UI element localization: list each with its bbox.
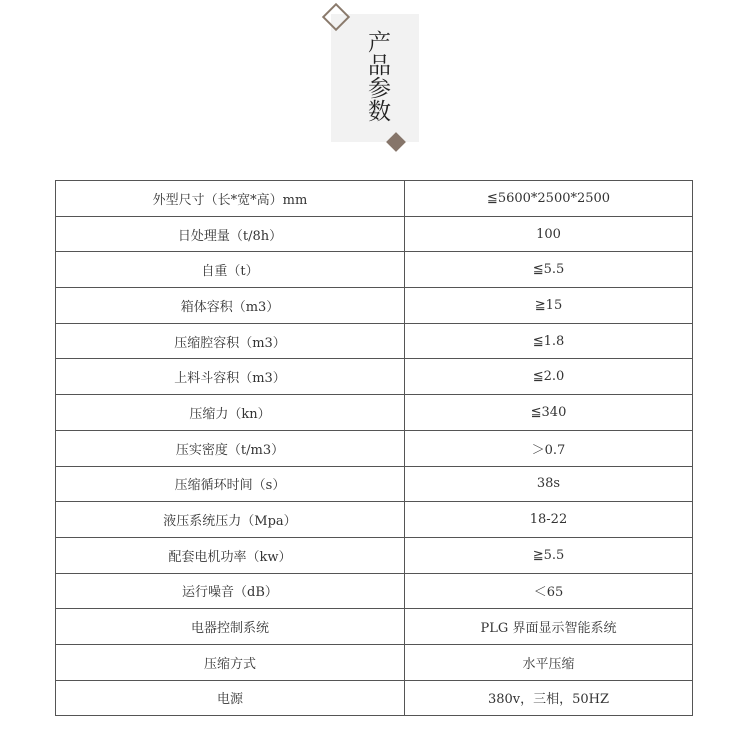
table-row — [56, 502, 693, 538]
parameter-table — [55, 180, 693, 716]
table-row — [56, 609, 693, 645]
table-row — [56, 323, 693, 359]
param-value: ≦5.5 — [405, 252, 693, 288]
param-label: 电源 — [56, 680, 405, 716]
table-row — [56, 430, 693, 466]
table-row — [56, 644, 693, 680]
param-value: 380v，三相，50HZ — [405, 680, 693, 716]
page-title: 产品参数 — [364, 30, 390, 122]
param-label: 箱体容积（m3） — [56, 288, 405, 324]
param-value: ＞0.7 — [405, 430, 693, 466]
param-value: ≦5600*2500*2500 — [405, 181, 693, 217]
table-row — [56, 573, 693, 609]
param-label: 压缩力（kn） — [56, 395, 405, 431]
param-label: 压缩循环时间（s） — [56, 466, 405, 502]
param-label: 液压系统压力（Mpa） — [56, 502, 405, 538]
param-label: 日处理量（t/8h） — [56, 216, 405, 252]
table-row — [56, 216, 693, 252]
param-label: 配套电机功率（kw） — [56, 537, 405, 573]
param-label: 压缩方式 — [56, 644, 405, 680]
param-value: ≧15 — [405, 288, 693, 324]
table-row — [56, 288, 693, 324]
param-value: ≦340 — [405, 395, 693, 431]
parameter-table-body — [56, 181, 693, 716]
table-row — [56, 252, 693, 288]
table-row — [56, 359, 693, 395]
param-value: 100 — [405, 216, 693, 252]
param-value: PLG 界面显示智能系统 — [405, 609, 693, 645]
param-label: 压缩腔容积（m3） — [56, 323, 405, 359]
param-value: 38s — [405, 466, 693, 502]
table-row — [56, 395, 693, 431]
param-value: ≦1.8 — [405, 323, 693, 359]
param-label: 外型尺寸（长*宽*高）mm — [56, 181, 405, 217]
param-value: 水平压缩 — [405, 644, 693, 680]
param-value: ≦2.0 — [405, 359, 693, 395]
table-row — [56, 466, 693, 502]
param-value: ≧5.5 — [405, 537, 693, 573]
param-label: 压实密度（t/m3） — [56, 430, 405, 466]
table-row — [56, 680, 693, 716]
param-label: 运行噪音（dB） — [56, 573, 405, 609]
param-label: 上料斗容积（m3） — [56, 359, 405, 395]
param-label: 自重（t） — [56, 252, 405, 288]
param-value: ＜65 — [405, 573, 693, 609]
param-label: 电器控制系统 — [56, 609, 405, 645]
table-row — [56, 181, 693, 217]
table-row — [56, 537, 693, 573]
param-value: 18-22 — [405, 502, 693, 538]
